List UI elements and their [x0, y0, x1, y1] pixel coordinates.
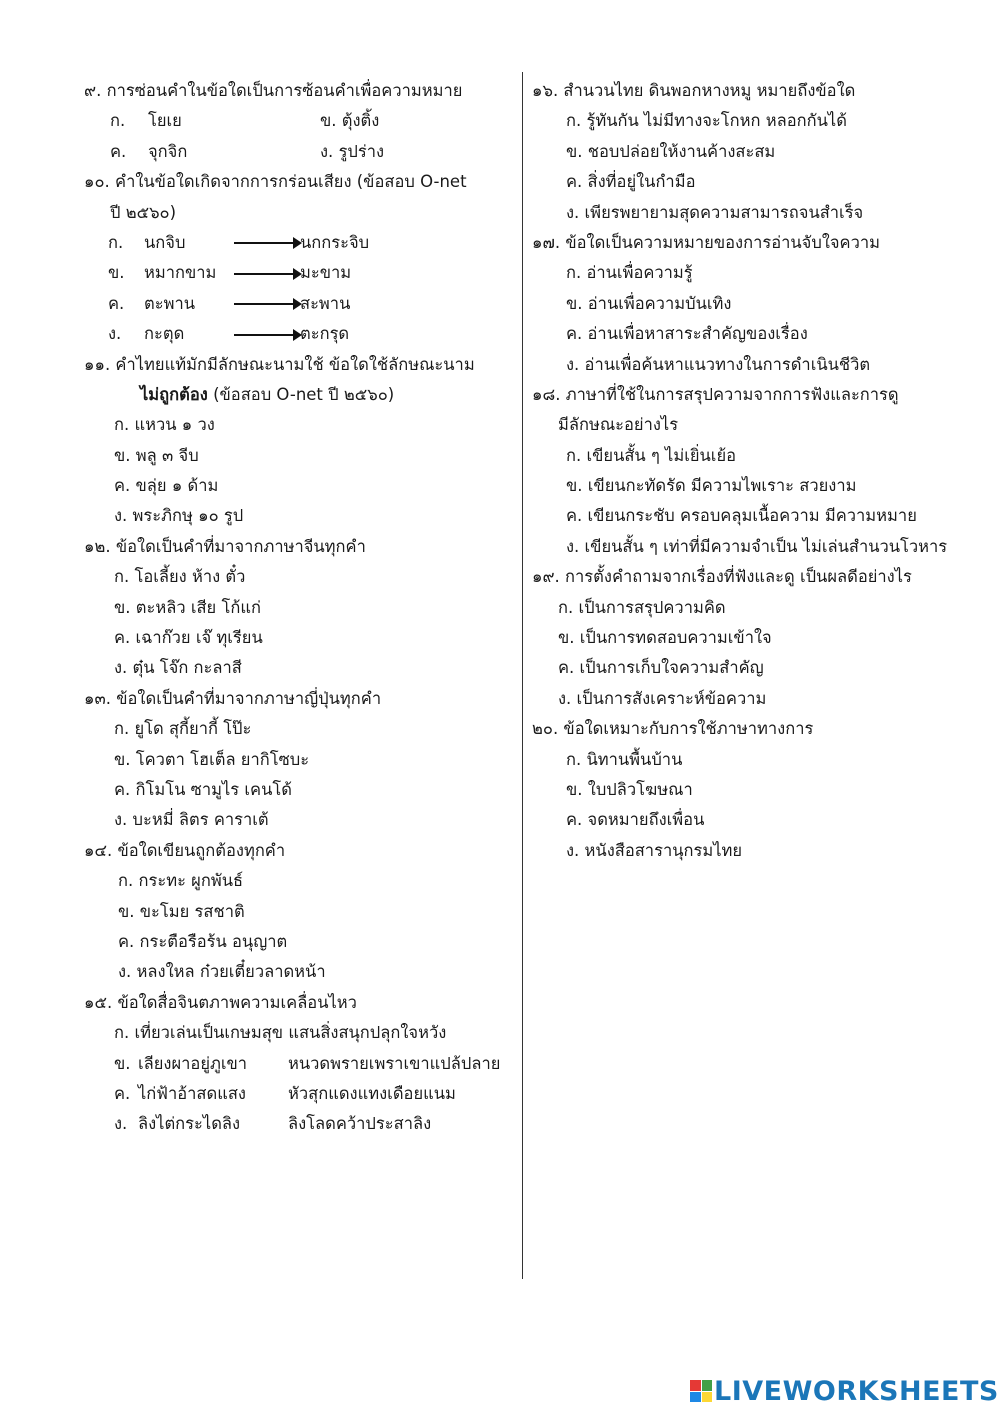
option-label: ง. — [114, 1114, 128, 1134]
continuation-text: (ข้อสอบ O-net ปี ๒๕๖๐) — [207, 384, 395, 404]
answer-option: ง. หลงใหล ก๋วยเตี๋ยวลาดหน้า — [118, 962, 326, 982]
answer-option: ก. โอเลี้ยง ห้าง ตั๋ว — [114, 567, 246, 587]
option-label: ค. — [114, 1083, 131, 1103]
option-label: ก. — [108, 232, 124, 252]
answer-option-arrow — [84, 228, 514, 258]
answer-option: ง. หนังสือสารานุกรมไทย — [566, 840, 743, 860]
question-continuation — [84, 380, 514, 410]
answer-option: ก. อ่านเพื่อความรู้ — [566, 263, 693, 283]
answer-option: ค. กิโมโน ซามูไร เคนโด้ — [114, 779, 292, 799]
word-before: ตะพาน — [144, 293, 195, 313]
option-text: รูปร่าง — [338, 141, 385, 161]
question-text: ๑๕. ข้อใดสื่อจินตภาพความเคลื่อนไหว — [84, 992, 357, 1012]
question-text: ๑๓. ข้อใดเป็นคำที่มาจากภาษาญี่ปุ่นทุกคำ — [84, 688, 382, 708]
option-label: ก. — [110, 111, 126, 131]
verse-second: หัวสุกแดงแทงเดือยแนม — [288, 1083, 456, 1103]
answer-option: ข. อ่านเพื่อความบันเทิง — [566, 293, 732, 313]
option-label: ง. — [108, 324, 122, 344]
question-continuation: ปี ๒๕๖๐) — [110, 202, 177, 222]
option-label: ข. — [320, 111, 337, 131]
answer-option: ง. ตุ๋น โจ๊ก กะลาสี — [114, 658, 242, 678]
right-column — [532, 76, 982, 866]
answer-option-verse — [84, 1049, 514, 1079]
answer-option: ง. เพียรพยายามสุดความสามารถจนสำเร็จ — [566, 202, 864, 222]
answer-option-arrow — [84, 289, 514, 319]
answer-option: ข. ตะหลิว เสีย โก้แก่ — [114, 597, 261, 617]
answer-option-verse — [84, 1079, 514, 1109]
word-before: หมากขาม — [144, 263, 217, 283]
word-after: มะขาม — [300, 263, 352, 283]
answer-option: ค. จดหมายถึงเพื่อน — [566, 810, 705, 830]
arrow-right-icon — [234, 273, 296, 275]
answer-option: ข. พลู ๓ จีบ — [114, 445, 199, 465]
question-text: ๒๐. ข้อใดเหมาะกับการใช้ภาษาทางการ — [532, 719, 814, 739]
answer-option — [110, 106, 320, 136]
answer-option: ข. เป็นการทดสอบความเข้าใจ — [558, 628, 772, 648]
question-text: ๑๑. คำไทยแท้มักมีลักษณะนามใช้ ข้อใดใช้ลักษณะนาม — [84, 354, 475, 374]
answer-option: ก. นิทานพื้นบ้าน — [566, 749, 683, 769]
answer-option: ง. อ่านเพื่อค้นหาแนวทางในการดำเนินชีวิต — [566, 354, 871, 374]
question-text: ๑๙. การตั้งคำถามจากเรื่องที่ฟังและดู เป็นผลดีอย่างไร — [532, 567, 912, 587]
logo-mark-icon — [690, 1380, 712, 1402]
arrow-right-icon — [234, 303, 296, 305]
option-label: ข. — [108, 263, 125, 283]
answer-option: ง. เป็นการสังเคราะห์ข้อความ — [558, 688, 767, 708]
column-divider — [522, 72, 523, 1279]
liveworksheets-logo — [690, 1376, 999, 1406]
answer-option: ข. เขียนกะทัดรัด มีความไพเราะ สวยงาม — [566, 476, 857, 496]
word-before: กะตุด — [144, 324, 185, 344]
answer-option — [320, 142, 384, 161]
question-text: ๑๖. สำนวนไทย ดินพอกหางหมู หมายถึงข้อใด — [532, 81, 856, 100]
answer-option — [320, 111, 379, 130]
arrow-right-icon — [234, 242, 296, 244]
answer-option: ก. ยูโด สุกี้ยากี้ โป๊ะ — [114, 719, 252, 739]
verse-first: ลิงไต่กระไดลิง — [138, 1114, 241, 1134]
answer-option: ค. เป็นการเก็บใจความสำคัญ — [558, 658, 764, 678]
question-text: ๙. การซ่อนคำในข้อใดเป็นการซ้อนคำเพื่อความหมาย — [84, 81, 463, 100]
arrow-right-icon — [234, 334, 296, 336]
answer-option: ข. โควตา โฮเต็ล ยากิโซบะ — [114, 749, 310, 769]
question-text: ๑๘. ภาษาที่ใช้ในการสรุปความจากการฟังและการดู — [532, 384, 899, 404]
answer-option-arrow — [84, 319, 514, 349]
word-before: นกจิบ — [144, 232, 186, 252]
answer-option: ง. พระภิกษุ ๑๐ รูป — [114, 506, 244, 526]
option-text: จุกจิก — [148, 141, 188, 161]
answer-option-arrow — [84, 258, 514, 288]
answer-option: ค. สิ่งที่อยู่ในกำมือ — [566, 172, 696, 192]
answer-option: ค. อ่านเพื่อหาสาระสำคัญของเรื่อง — [566, 324, 808, 344]
option-label: ค. — [108, 293, 125, 313]
answer-option: ง. เขียนสั้น ๆ เท่าที่มีความจำเป็น ไม่เล่นสำนวนโวหาร — [566, 536, 948, 556]
logo-square — [702, 1380, 713, 1391]
answer-option: ก. กระทะ ผูกพันธ์ — [118, 871, 244, 891]
left-column — [84, 76, 514, 1140]
question-text: ๑๐. คำในข้อใดเกิดจากการกร่อนเสียง (ข้อสอบ O-net — [84, 172, 467, 192]
logo-square — [690, 1392, 701, 1403]
question-text: ๑๔. ข้อใดเขียนถูกต้องทุกคำ — [84, 840, 286, 860]
answer-option: ค. กระตือรือร้น อนุญาต — [118, 931, 288, 951]
logo-square — [702, 1392, 713, 1403]
answer-option-pair — [84, 106, 514, 136]
verse-second: ลิงโลดคว้าประสาลิง — [288, 1114, 432, 1134]
word-after: สะพาน — [300, 293, 351, 313]
answer-option: ข. ใบปลิวโฆษณา — [566, 779, 693, 799]
answer-option — [110, 137, 320, 167]
logo-square — [690, 1380, 701, 1391]
option-label: ค. — [110, 141, 127, 161]
answer-option: ข. ชอบปล่อยให้งานค้างสะสม — [566, 141, 776, 161]
answer-option-pair — [84, 137, 514, 167]
word-after: นกกระจิบ — [300, 232, 370, 252]
answer-option: ค. ขลุ่ย ๑ ด้าม — [114, 476, 219, 496]
question-text: ๑๗. ข้อใดเป็นความหมายของการอ่านจับใจความ — [532, 232, 880, 252]
answer-option: ก. เป็นการสรุปความคิด — [558, 597, 726, 617]
emphasis-text: ไม่ถูกต้อง — [140, 384, 208, 404]
answer-option: ก. เที่ยวเล่นเป็นเกษมสุข แสนสิ่งสนุกปลุกใจหวัง — [114, 1023, 447, 1043]
logo-text: LIVEWORKSHEETS — [714, 1375, 999, 1407]
option-label: ง. — [320, 141, 334, 161]
verse-second: หนวดพรายเพราเขาแปล้ปลาย — [288, 1053, 501, 1073]
answer-option: ค. เขียนกระชับ ครอบคลุมเนื้อความ มีความหมาย — [566, 506, 917, 526]
verse-first: ไก่ฟ้าอ้าสดแสง — [138, 1083, 246, 1103]
verse-first: เลียงผาอยู่ภูเขา — [138, 1053, 248, 1073]
question-text: ๑๒. ข้อใดเป็นคำที่มาจากภาษาจีนทุกคำ — [84, 536, 366, 556]
question-continuation: มีลักษณะอย่างไร — [558, 415, 679, 435]
option-text: ตุ้งติ้ง — [341, 111, 380, 131]
answer-option: ง. บะหมี่ ลิตร คาราเต้ — [114, 810, 269, 830]
word-after: ตะกรุด — [300, 324, 350, 344]
answer-option: ค. เฉาก๊วย เจ๊ ทุเรียน — [114, 628, 263, 648]
answer-option-verse — [84, 1109, 514, 1139]
answer-option: ก. รู้ทันกัน ไม่มีทางจะโกหก หลอกกันได้ — [566, 111, 847, 131]
answer-option: ข. ขะโมย รสชาติ — [118, 901, 245, 921]
option-label: ข. — [114, 1053, 131, 1073]
answer-option: ก. เขียนสั้น ๆ ไม่เยิ่นเย้อ — [566, 445, 737, 465]
option-text: โยเย — [148, 111, 182, 131]
answer-option: ก. แหวน ๑ วง — [114, 415, 215, 435]
